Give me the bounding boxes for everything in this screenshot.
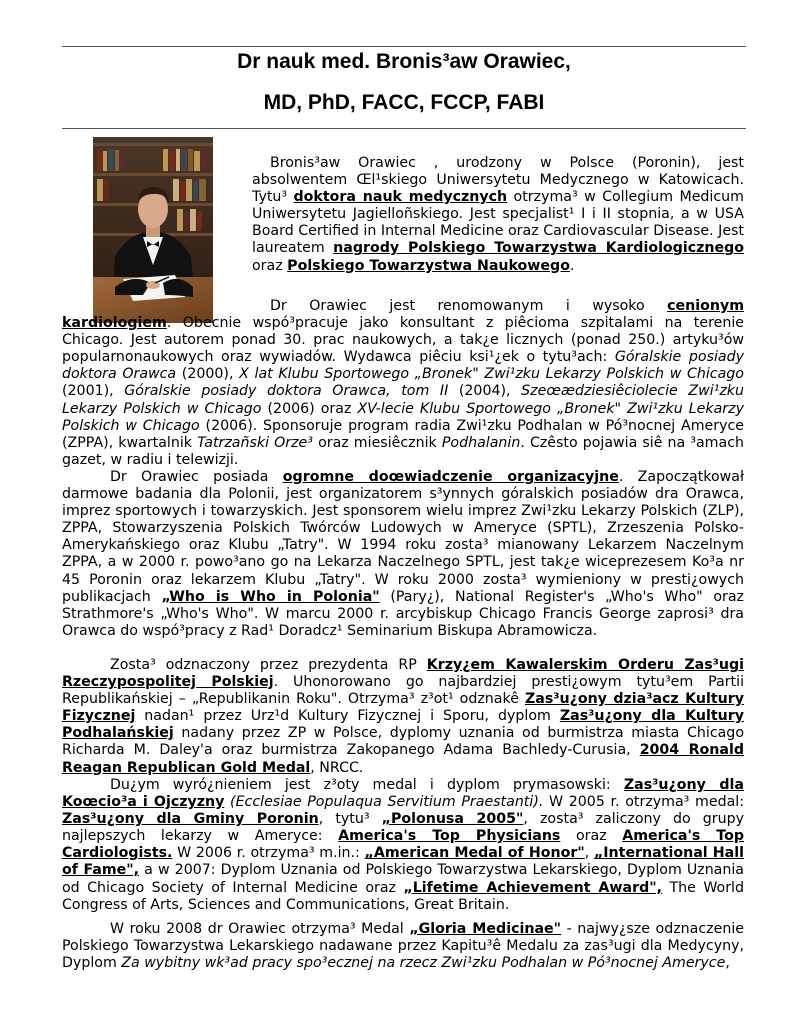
emphasized-text: doktora nauk medycznych: [293, 189, 508, 206]
emphasized-text: Zas³u¿ony dla Gminy Poronin: [62, 811, 319, 828]
text-run: nadan¹ przez Urz¹d Kultury Fizycznej i Sporu, dyplom: [135, 708, 560, 725]
text-run: W roku 2008 dr Orawiec otrzyma³ Medal: [110, 921, 410, 937]
text-run: , tytu³: [318, 811, 382, 828]
paragraph-text: [62, 777, 744, 913]
emphasized-text: cenionym kardiologiem: [62, 298, 744, 332]
paragraph-awards: [62, 657, 744, 777]
text-run: (2001),: [62, 383, 125, 400]
text-run: , zosta³ zaliczony do grupy najlepszych lekarzy w Ameryce:: [62, 811, 745, 845]
text-run: (2000),: [176, 366, 240, 383]
emphasized-text: ogromne doœwiadczenie organizacyjne: [282, 469, 619, 485]
text-run: oraz miesiêcznik: [312, 434, 442, 451]
text-run: Du¿ym wyró¿nieniem jest z³oty medal i dyplom prymasowski:: [110, 777, 624, 793]
paragraph-distinctions: [62, 777, 744, 914]
text-run: The World Congress of Arts, Sciences and Communications, Great Britain.: [62, 879, 744, 913]
text-run: (Pary¿), National Register's „Who's Who" oraz Strathmore's „Who's Who". W marcu 2000 r. arcybiskup Chicago Francis George zaprosi³ dra Orawca do wspó³pracy z Rad¹ Doradcz¹ Seminarium Biskupa Abramowicza.: [62, 588, 744, 639]
text-run: oraz: [560, 828, 623, 845]
text-run: W 2006 r. otrzyma³ m.in.:: [172, 845, 365, 862]
text-run: Bronis³aw Orawiec , urodzony w Polsce (Poronin), jest absolwentem Œl¹skiego Uniwersytetu Medycznego w Katowicach. Tytu³: [252, 155, 744, 206]
text-run: ,: [584, 845, 594, 862]
emphasized-text: Polskiego Towarzystwa Naukowego: [287, 257, 570, 274]
italic-title: Za wybitny wk³ad pracy spo³ecznej na rzecz Zwi¹zku Podhalan w Pó³nocnej Ameryce: [121, 955, 726, 972]
text-run: .: [569, 257, 575, 274]
paragraph-intro: [252, 155, 744, 275]
paragraph-career: [62, 298, 744, 469]
emphasized-text: 2004 Ronald Reagan Republican Gold Medal: [62, 742, 744, 776]
text-run: . Czêsto pojawia siê na ³amach gazet, w radiu i telewizji.: [62, 434, 744, 468]
italic-title: Góralskie posiady doktora Orawca, tom II: [124, 383, 449, 400]
text-run: W 2005 r. otrzyma³ medal:: [543, 794, 745, 811]
text-run: (2004),: [448, 383, 522, 400]
text-run: . Zapoczątkował darmowe badania dla Polonii, jest organizatorem s³ynnych góralskich posiadów dra Orawca, imprez sportowych i towarzyskich. Jest sponsorem wielu imprez Zwi¹zku Lekarzy Polskich (ZLP), ZPPA, Stowarzyszenia Polskich Twórców Ludowych w Ameryce (SPTL), Zrzeszenia Polsko-Amerykańskiego oraz Klubu „Tatry". W 1994 roku zosta³ mianowany Lekarzem Naczelnym ZPPA, a w 2000 r. powo³ano go na Lekarza Naczelnego SPTL, jest tak¿e wiceprezesem Ko³a nr 45 Poronin oraz lekarzem Klubu „Tatry". W roku 2000 zosta³ wymieniony w presti¿owych publikacjach: [62, 469, 745, 605]
italic-title: Tatrzañski Orze³: [197, 434, 313, 451]
emphasized-text: „Gloria Medicinae": [409, 921, 562, 937]
emphasized-text: America's Top Cardiologists.: [62, 828, 744, 862]
italic-title: (Ecclesiae Populaqua Servitium Praestanti).: [230, 794, 544, 811]
italic-title: Góralskie posiady doktora Orawca: [62, 349, 744, 383]
text-run: . Uhonorowano go najbardziej presti¿owym tytu³em Partii Republikańskiej – „Republikanin Roku". Otrzyma³ z³ot¹ odznakê: [62, 674, 745, 708]
italic-title: Podhalanin: [441, 434, 521, 451]
text-run: (2006). Sponsoruje program radia Zwi¹zku Podhalan w Pó³nocnej Ameryce (ZPPA), kwartalnik: [62, 417, 744, 451]
title-rule: [62, 128, 746, 129]
paragraph-text: [62, 469, 744, 639]
text-run: Zosta³ odznaczony przez prezydenta RP: [110, 657, 427, 673]
emphasized-text: America's Top Physicians: [338, 828, 561, 845]
text-run: a w 2007: Dyplom Uznania od Polskiego Towarzystwa Lekarskiego, Dyplom Uznania od Chicago Society of Internal Medicine oraz: [62, 862, 745, 896]
paragraph-text: [62, 921, 744, 971]
paragraph-text: [252, 155, 744, 274]
text-run: , NRCC.: [310, 759, 364, 776]
emphasized-text: Zas³u¿ony dzia³acz Kultury Fizycznej: [62, 691, 744, 725]
emphasized-text: „Who is Who in Polonia": [161, 588, 380, 605]
text-run: (2006) oraz: [261, 400, 358, 417]
text-run: Dr Orawiec posiada: [110, 469, 283, 485]
text-run: - najwy¿sze odznaczenie Polskiego Towarzystwa Lekarskiego nadawane przez Kapitu³ê Medalu za zas³ugi dla Medycyny, Dyplom: [62, 921, 744, 972]
emphasized-text: „International Hall of Fame",: [62, 845, 744, 879]
emphasized-text: „Lifetime Achievement Award",: [403, 879, 663, 896]
text-run: . Obecnie wspó³pracuje jako konsultant z piêcioma szpitalami na terenie Chicago. Jest autorem ponad 30. prac naukowych, a tak¿e licznych (ponad 250.) artyku³ów popularnonaukowych oraz wywiadów. Wydawca piêciu ksi¹¿ek o tytu³ach:: [62, 315, 744, 366]
emphasized-text: Krzy¿em Kawalerskim Orderu Zas³ugi Rzeczypospolitej Polskiej: [62, 657, 745, 691]
emphasized-text: nagrody Polskiego Towarzystwa Kardiologicznego: [333, 240, 744, 257]
paragraph-organization: [62, 469, 744, 640]
italic-title: Szeœædziesiêciolecie Zwi¹zku Lekarzy Polskich w Chicago: [62, 383, 744, 417]
emphasized-text: Zas³u¿ony dla Kultury Podhalańskiej: [62, 708, 744, 742]
emphasized-text: Zas³u¿ony dla Koœcio³a i Ojczyzny: [62, 777, 744, 811]
text-run: ,: [725, 955, 730, 972]
italic-title: X lat Klubu Sportowego „Bronek" Zwi¹zku Lekarzy Polskich w Chicago: [239, 366, 744, 383]
paragraph-gloria: [62, 921, 744, 972]
portrait-photo: [93, 137, 213, 323]
page-title-line-2: MD, PhD, FACC, FCCP, FABI: [263, 91, 545, 114]
top-rule: [62, 46, 746, 47]
emphasized-text: „American Medal of Honor": [364, 845, 585, 862]
page-title-line-1: Dr nauk med. Bronis³aw Orawiec,: [237, 50, 571, 73]
text-run: nadany przez ZP w Polsce, dyplomy uznania od burmistrza miasta Chicago Richarda M. Daley'a oraz burmistrza Zakopanego Adama Bachledy-Curusia,: [62, 725, 744, 759]
emphasized-text: „Polonusa 2005": [381, 811, 524, 828]
text-run: otrzyma³ w Collegium Medicum Uniwersytetu Jagielloñskiego. Jest specjalist¹ I i II stopnia, a w USA Board Certified in Internal Medicine oraz Cardiovascular Disease. Jest laureatem: [252, 189, 744, 257]
paragraph-text: [62, 298, 744, 468]
text-run: Dr Orawiec jest renomowanym i wysoko: [270, 298, 668, 314]
italic-title: XV-lecie Klubu Sportowego „Bronek" Zwi¹zku Lekarzy Polskich w Chicago: [62, 400, 744, 434]
paragraph-text: [62, 657, 744, 776]
text-run: oraz: [252, 257, 288, 274]
